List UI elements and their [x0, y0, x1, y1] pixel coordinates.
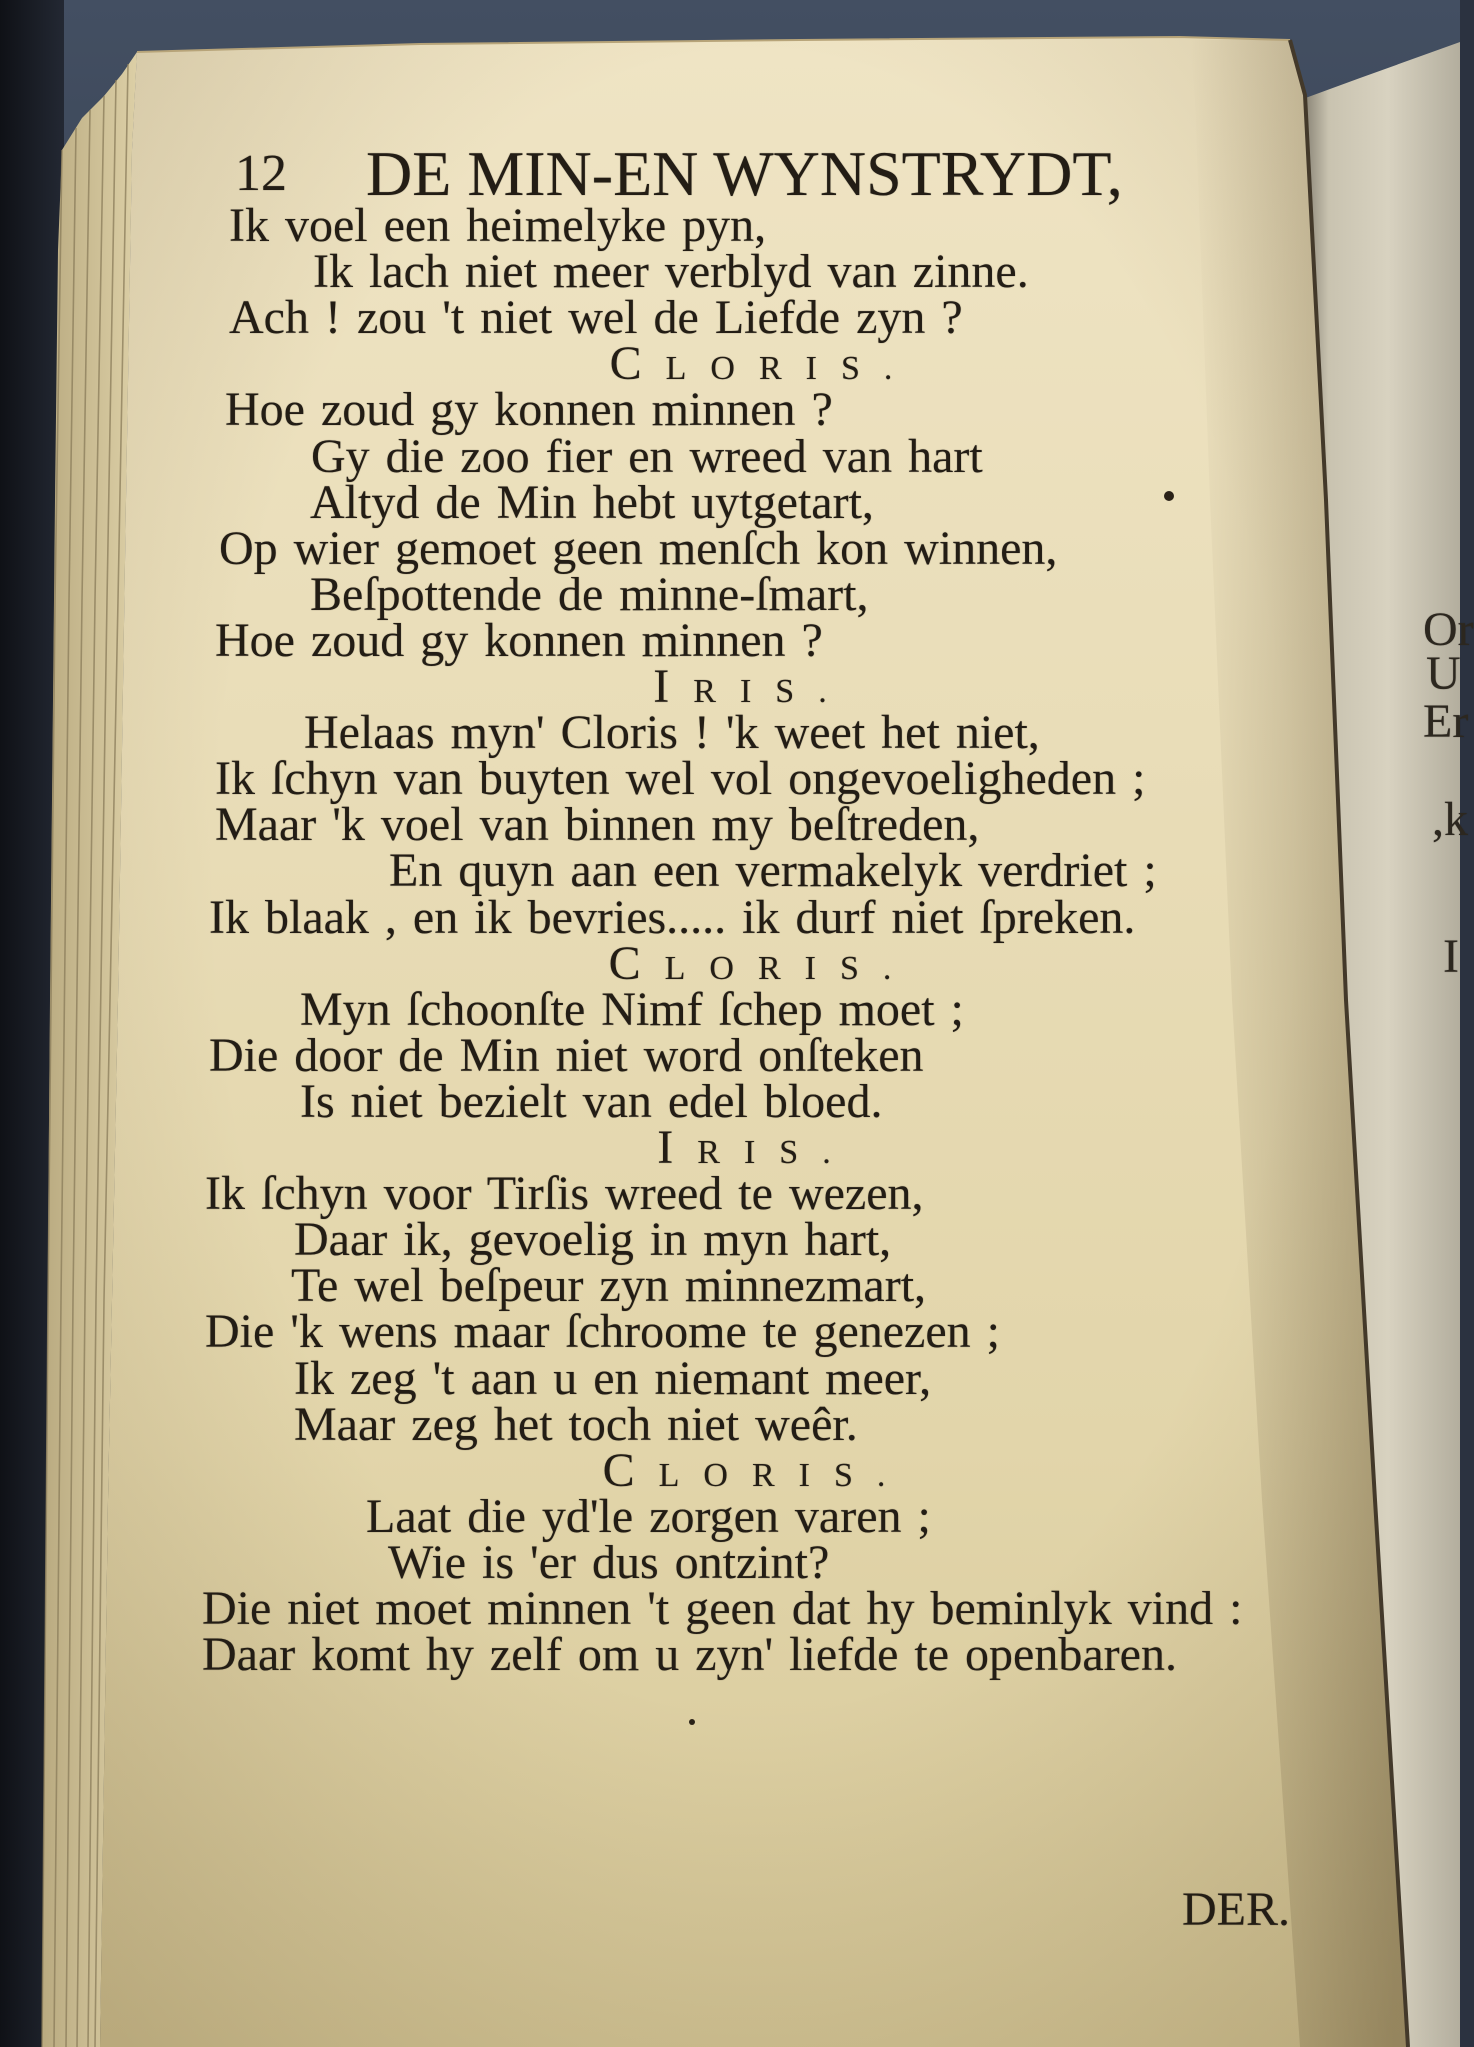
verse-line: Daar komt hy zelf om u zyn' liefde te openbaren. — [202, 1628, 1177, 1681]
ink-spot — [689, 1719, 695, 1725]
verse-line: Ik blaak , en ik bevries..... ik durf niet ſpreken. — [209, 891, 1136, 944]
verse-line: Ik lach niet meer verblyd van zinne. — [313, 245, 1029, 298]
verse-line: En quyn aan een vermakelyk verdriet ; — [389, 844, 1157, 897]
right-page-fragment: I — [1443, 930, 1459, 983]
verse-line: Daar ik, gevoelig in myn hart, — [294, 1213, 892, 1266]
verse-line: Ik ſchyn voor Tirſis wreed te wezen, — [205, 1167, 924, 1220]
running-title: DE MIN-EN WYNSTRYDT, — [366, 138, 1123, 209]
verse-line: Op wier gemoet geen menſch kon winnen, — [219, 522, 1058, 575]
verse-line: Ik zeg 't aan u en niemant meer, — [294, 1352, 932, 1405]
verse-line: Die 'k wens maar ſchroome te genezen ; — [205, 1305, 1000, 1358]
verse-line: Maar 'k voel van binnen my beſtreden, — [215, 798, 980, 851]
right-page-text — [1418, 0, 1474, 2047]
verse-line: Die niet moet minnen 't geen dat hy beminlyk vind : — [202, 1582, 1243, 1635]
verse-line: Te wel beſpeur zyn minnezmart, — [291, 1259, 927, 1312]
speaker-heading: CLORIS. — [602, 1444, 910, 1497]
verse-line: Myn ſchoonſte Nimf ſchep moet ; — [300, 983, 964, 1036]
verse-line: Altyd de Min hebt uytgetart, — [310, 476, 874, 529]
verse-line: Helaas myn' Cloris ! 'k weet het niet, — [304, 706, 1040, 759]
page-number: 12 — [235, 145, 287, 202]
verse-line: Is niet bezielt van edel bloed. — [300, 1075, 883, 1128]
right-page-fragment: Er — [1423, 695, 1469, 748]
verse-line: Die door de Min niet word onſteken — [209, 1029, 924, 1082]
catchword: DER. — [1182, 1883, 1290, 1936]
right-page-fragment: ,k — [1432, 793, 1468, 846]
right-page-fragment: U — [1426, 647, 1461, 700]
ink-spot — [1164, 491, 1174, 501]
speaker-heading: IRIS. — [657, 1121, 855, 1174]
verse-line: Ik ſchyn van buyten wel vol ongevoeligheden ; — [215, 752, 1146, 805]
speaker-heading: CLORIS. — [608, 937, 916, 990]
speaker-heading: CLORIS. — [609, 337, 917, 390]
verse-line: Beſpottende de minne-ſmart, — [310, 568, 869, 621]
verse-line: Hoe zoud gy konnen minnen ? — [215, 614, 823, 667]
verse-line: Laat die yd'le zorgen varen ; — [366, 1490, 931, 1543]
verse-line: Gy die zoo fier en wreed van hart — [311, 430, 983, 483]
right-page-fragment: Or — [1423, 603, 1474, 656]
verse-line: Wie is 'er dus ontzint? — [388, 1536, 830, 1589]
verse-line: Ik voel een heimelyke pyn, — [229, 199, 767, 252]
verse-line: Ach ! zou 't niet wel de Liefde zyn ? — [229, 291, 963, 344]
verse-line: Maar zeg het toch niet weêr. — [294, 1398, 858, 1451]
verse-line: Hoe zoud gy konnen minnen ? — [225, 383, 833, 436]
speaker-heading: IRIS. — [653, 660, 851, 713]
